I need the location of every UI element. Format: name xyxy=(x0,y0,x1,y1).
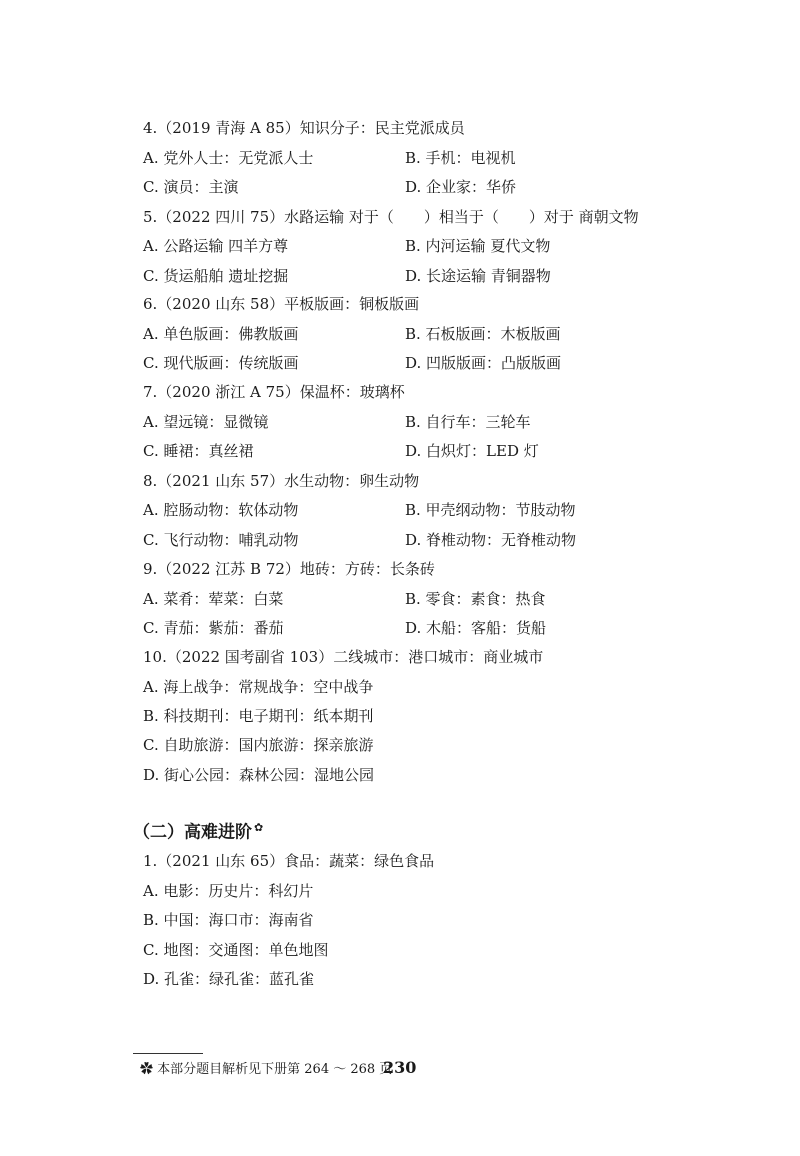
question-10-option-c: C. 自助旅游：国内旅游：探亲旅游 xyxy=(143,736,374,754)
section-title: （二）高难进阶 xyxy=(133,822,252,843)
question-4-option-a: A. 党外人士：无党派人士 xyxy=(143,149,314,167)
question-4-option-b: B. 手机：电视机 xyxy=(405,149,516,167)
question-5-stem-part-3: ）对于 商朝文物 xyxy=(528,208,639,226)
footnote-text: 本部分题目解析见下册第 264 ～ 268 页 xyxy=(157,1062,393,1077)
question-8-stem: 8.（2021 山东 57）水生动物：卵生动物 xyxy=(143,472,420,490)
advanced-question-1-stem: 1.（2021 山东 65）食品：蔬菜：绿色食品 xyxy=(143,852,435,870)
question-6-option-a: A. 单色版画：佛教版画 xyxy=(143,325,299,343)
question-5-option-c: C. 货运船舶 遗址挖掘 xyxy=(143,267,289,285)
question-5-stem xyxy=(143,207,639,227)
section-heading xyxy=(133,818,263,843)
question-5-option-a: A. 公路运输 四羊方尊 xyxy=(143,237,289,255)
flower-icon: ✿ xyxy=(140,1062,154,1077)
question-4-option-d: D. 企业家：华侨 xyxy=(405,178,517,196)
question-5-option-b: B. 内河运输 夏代文物 xyxy=(405,237,551,255)
question-4-option-c: C. 演员：主演 xyxy=(143,178,239,196)
question-9-option-b: B. 零食：素食：热食 xyxy=(405,590,546,608)
question-8-option-b: B. 甲壳纲动物：节肢动物 xyxy=(405,501,576,519)
question-9-option-c: C. 青茄：紫茄：番茄 xyxy=(143,619,284,637)
advanced-question-1-option-a: A. 电影：历史片：科幻片 xyxy=(143,882,314,900)
question-10-option-a: A. 海上战争：常规战争：空中战争 xyxy=(143,678,374,696)
question-7-stem: 7.（2020 浙江 A 75）保温杯：玻璃杯 xyxy=(143,383,405,401)
question-5-option-d: D. 长途运输 青铜器物 xyxy=(405,267,551,285)
question-5-stem-part-2: ）相当于（ xyxy=(423,208,499,226)
question-9-option-a: A. 菜肴：荤菜：白菜 xyxy=(143,590,284,608)
question-10-option-d: D. 街心公园：森林公园：湿地公园 xyxy=(143,766,375,784)
question-10-option-b: B. 科技期刊：电子期刊：纸本期刊 xyxy=(143,707,374,725)
advanced-question-1-option-c: C. 地图：交通图：单色地图 xyxy=(143,941,329,959)
question-8-option-d: D. 脊椎动物：无脊椎动物 xyxy=(405,531,577,549)
footnote-rule xyxy=(133,1053,203,1054)
question-7-option-b: B. 自行车：三轮车 xyxy=(405,413,531,431)
question-4-stem: 4.（2019 青海 A 85）知识分子：民主党派成员 xyxy=(143,119,465,137)
question-8-option-a: A. 腔肠动物：软体动物 xyxy=(143,501,299,519)
question-9-stem: 9.（2022 江苏 B 72）地砖：方砖：长条砖 xyxy=(143,560,435,578)
page-number: 230 xyxy=(383,1058,417,1077)
question-7-option-c: C. 睡裙：真丝裙 xyxy=(143,442,254,460)
question-6-option-b: B. 石板版画：木板版画 xyxy=(405,325,561,343)
question-6-option-d: D. 凹版版画：凸版版画 xyxy=(405,354,562,372)
question-7-option-a: A. 望远镜：显微镜 xyxy=(143,413,269,431)
question-6-option-c: C. 现代版画：传统版画 xyxy=(143,354,299,372)
question-5-stem-part-1: 5.（2022 四川 75）水路运输 对于（ xyxy=(143,208,394,226)
question-8-option-c: C. 飞行动物：哺乳动物 xyxy=(143,531,299,549)
footnote xyxy=(140,1058,392,1077)
question-7-option-d: D. 白炽灯：LED 灯 xyxy=(405,442,539,460)
flower-icon: ✿ xyxy=(254,821,264,834)
advanced-question-1-option-b: B. 中国：海口市：海南省 xyxy=(143,911,314,929)
question-9-option-d: D. 木船：客船：货船 xyxy=(405,619,547,637)
advanced-question-1-option-d: D. 孔雀：绿孔雀：蓝孔雀 xyxy=(143,970,315,988)
question-6-stem: 6.（2020 山东 58）平板版画：铜板版画 xyxy=(143,295,420,313)
question-10-stem: 10.（2022 国考副省 103）二线城市：港口城市：商业城市 xyxy=(143,648,544,666)
